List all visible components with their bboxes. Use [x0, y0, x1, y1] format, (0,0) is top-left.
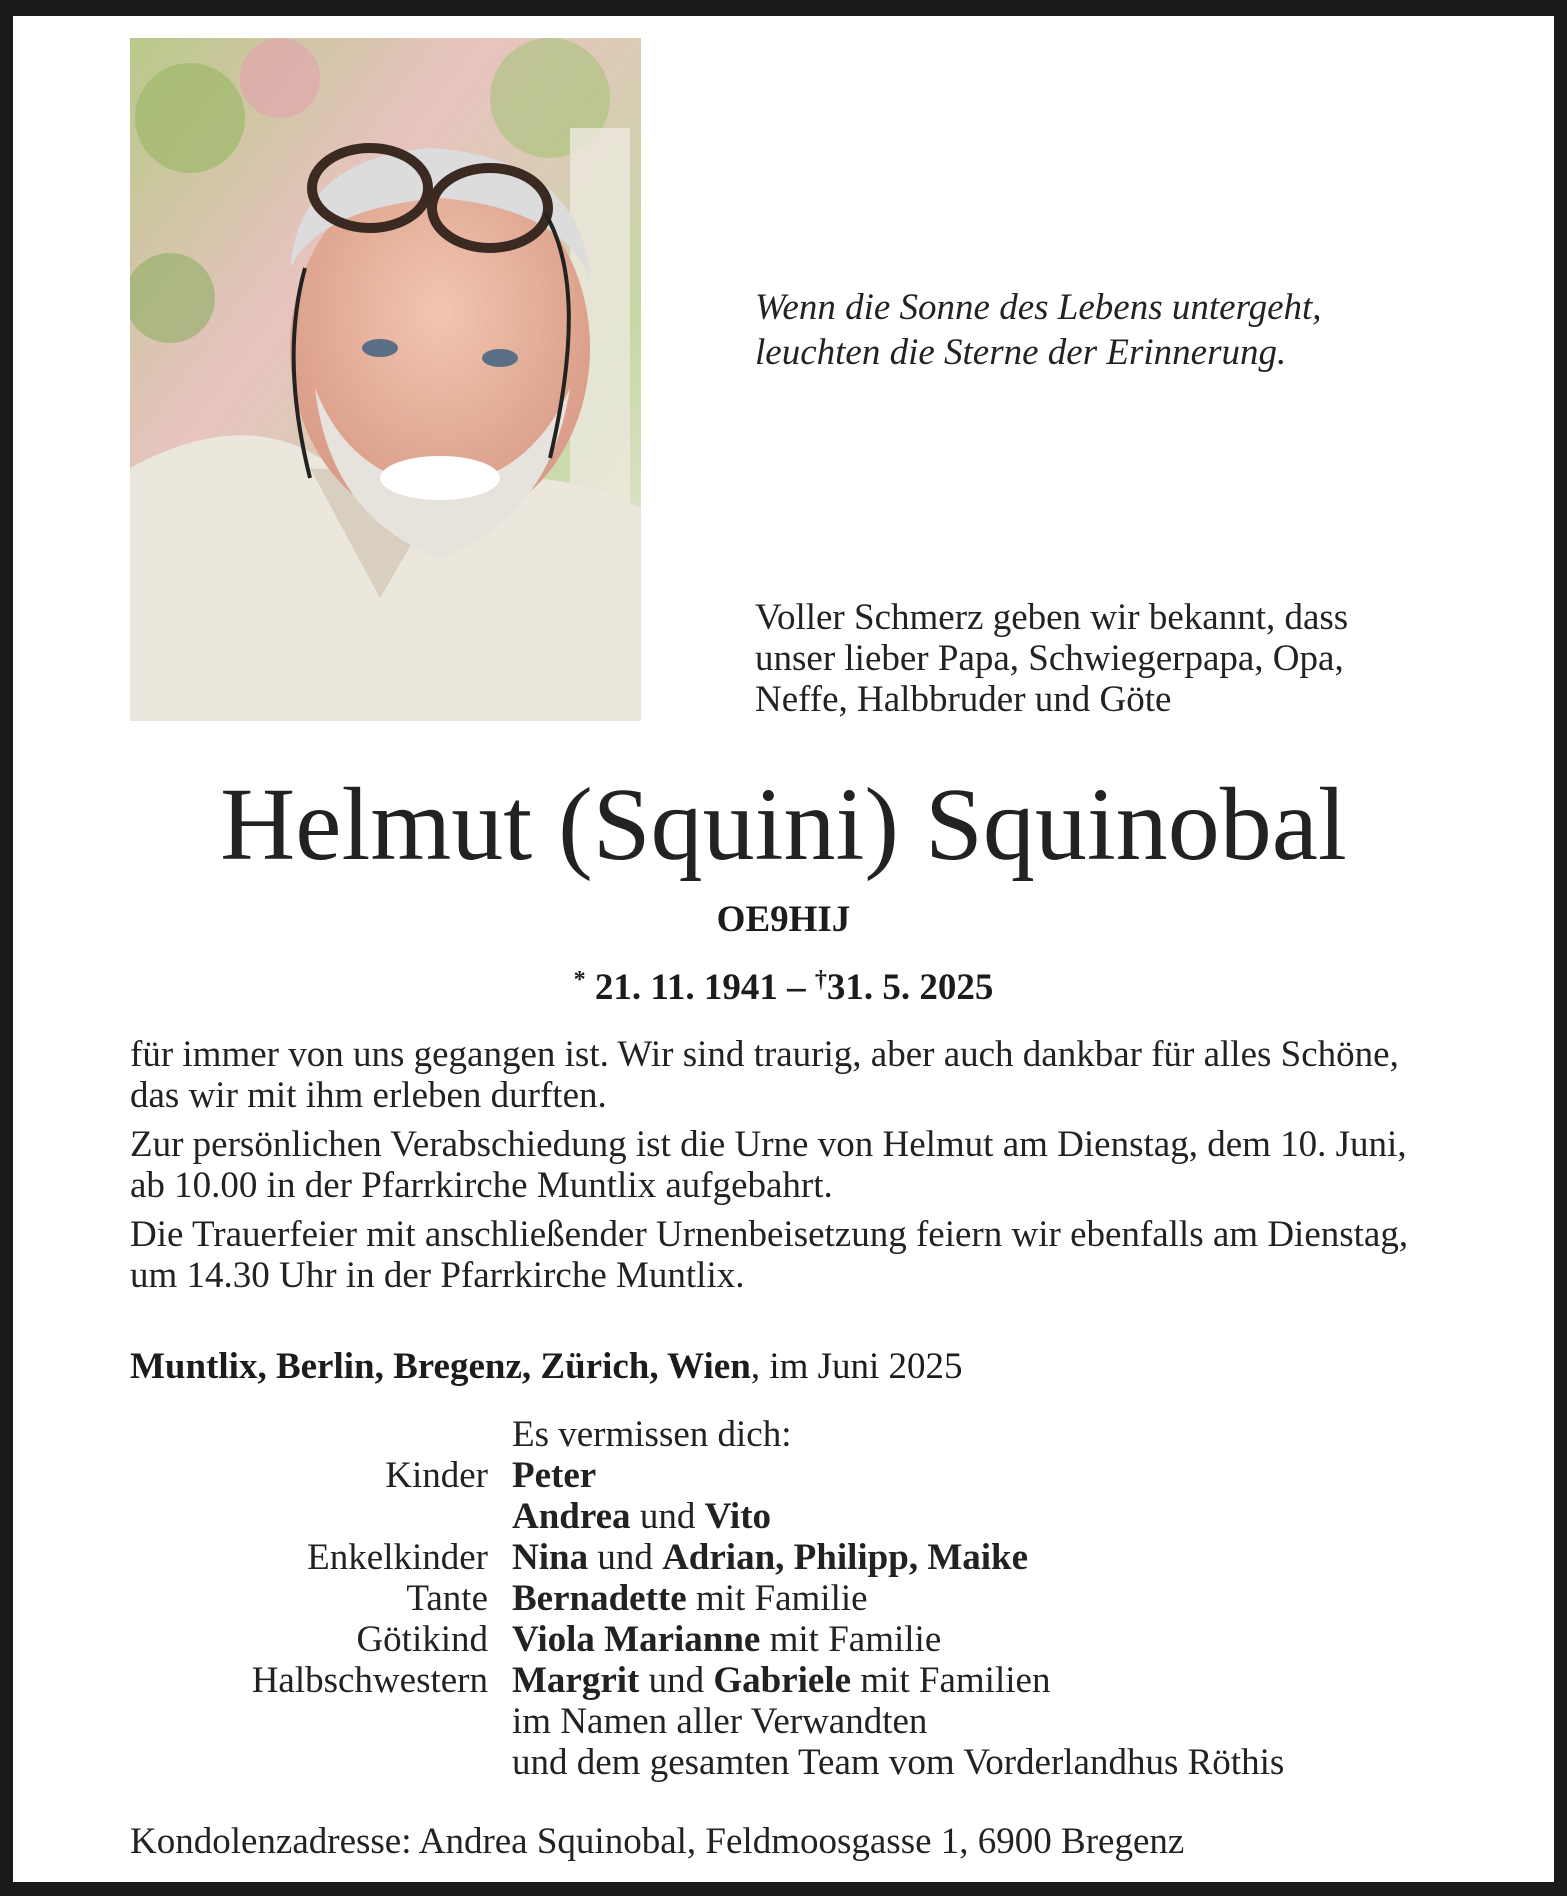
relation-label: Tante: [406, 1578, 488, 1619]
intro-line: unser lieber Papa, Schwiegerpapa, Opa,: [755, 638, 1344, 679]
cities: Muntlix, Berlin, Bregenz, Zürich, Wien: [130, 1346, 751, 1387]
death-date: 31. 5. 2025: [826, 967, 994, 1008]
closing-line: im Namen aller Verwandten: [512, 1701, 928, 1742]
date-text: , im Juni 2025: [750, 1346, 963, 1387]
mourner-name: Viola Marianne: [512, 1619, 761, 1660]
relation-label: Halbschwestern: [251, 1660, 488, 1701]
relation-label: Kinder: [385, 1455, 488, 1496]
paragraph: Die Trauerfeier mit anschließender Urnenbeisetzung feiern wir ebenfalls am Dienstag, um 14.30 Uhr in der Pfarrkirche Muntlix.: [130, 1214, 1409, 1296]
mourner-name: Gabriele: [713, 1660, 852, 1701]
paragraph: für immer von uns gegangen ist. Wir sind traurig, aber auch dankbar für alles Schöne, das wir mit ihm erleben durften.: [130, 1034, 1399, 1116]
mourners-list: [130, 1414, 1450, 1783]
places-date-line: [130, 1345, 1450, 1389]
list-item: Götikind Viola Marianne mit Familie: [130, 1619, 1450, 1660]
motto-line: leuchten die Sterne der Erinnerung.: [755, 332, 1287, 373]
mourner-name: Margrit: [512, 1660, 640, 1701]
list-item: [130, 1742, 1450, 1783]
portrait-photo: [130, 38, 641, 721]
mourner-name: Nina: [512, 1537, 589, 1578]
paragraph: Zur persönlichen Verabschiedung ist die Urne von Helmut am Dienstag, dem 10. Juni, ab 10.00 in der Pfarrkirche Muntlix aufgebahrt.: [130, 1124, 1407, 1206]
list-item: Andrea und Vito: [512, 1496, 772, 1537]
intro-text: [755, 597, 1475, 720]
mourner-name: Andrea: [512, 1496, 631, 1537]
relation-label: Enkelkinder: [307, 1537, 488, 1578]
born-symbol: *: [573, 967, 586, 993]
mourners-heading: Es vermissen dich:: [512, 1414, 792, 1455]
relation-label: Götikind: [356, 1619, 488, 1660]
mourner-name: Adrian, Philipp, Maike: [662, 1537, 1029, 1578]
motto-quote: [755, 285, 1475, 375]
mourner-name: Vito: [704, 1496, 772, 1537]
callsign: OE9HIJ: [716, 899, 851, 940]
life-dates: [0, 958, 1567, 1010]
date-separator: –: [787, 967, 806, 1008]
list-item: [130, 1701, 1450, 1742]
list-item: Halbschwestern Margrit und Gabriele mit Familien: [130, 1660, 1450, 1701]
list-item: Tante Bernadette mit Familie: [130, 1578, 1450, 1619]
list-item: [130, 1414, 1450, 1455]
intro-line: Voller Schmerz geben wir bekannt, dass: [755, 597, 1349, 638]
condolence-address: Kondolenzadresse: Andrea Squinobal, Feldmoosgasse 1, 6900 Bregenz: [130, 1821, 1185, 1862]
intro-line: Neffe, Halbbruder und Göte: [755, 679, 1172, 720]
list-item: Enkelkinder Nina und Adrian, Philipp, Maike: [130, 1537, 1450, 1578]
list-item: [130, 1455, 1450, 1496]
mourner-name: Bernadette: [512, 1578, 687, 1619]
closing-line: und dem gesamten Team vom Vorderlandhus Röthis: [512, 1742, 1285, 1783]
mourner-name: Peter: [512, 1455, 597, 1496]
announcement-body: [130, 1034, 1450, 1304]
motto-line: Wenn die Sonne des Lebens untergeht,: [755, 287, 1322, 328]
birth-date: 21. 11. 1941: [594, 967, 778, 1008]
deceased-name: Helmut (Squini) Squinobal: [220, 767, 1347, 882]
died-symbol: †: [814, 967, 827, 993]
